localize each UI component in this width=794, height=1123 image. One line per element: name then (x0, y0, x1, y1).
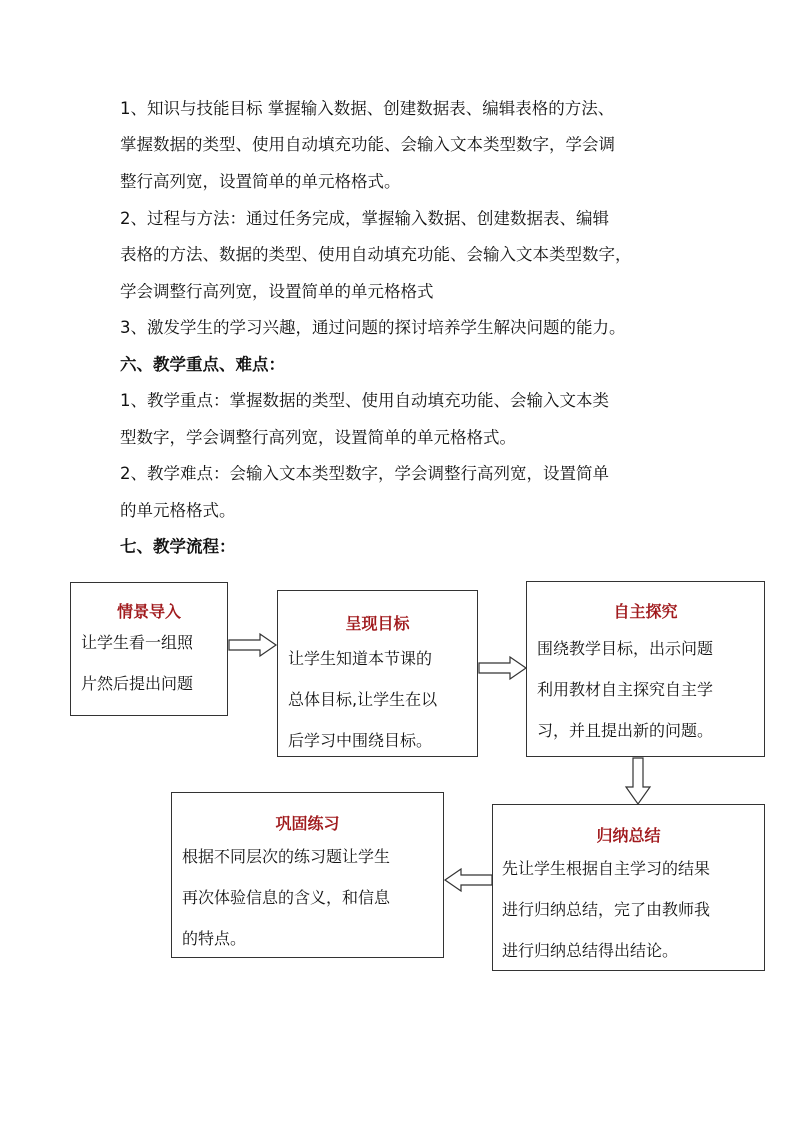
objective-line-5: 表格的方法、数据的类型、使用自动填充功能、会输入文本类型数字， (120, 245, 632, 264)
flow-box-goals-line: 总体目标,让学生在以 (288, 690, 438, 709)
section-heading-flow: 七、教学流程： (120, 537, 236, 556)
flow-box-intro-line: 片然后提出问题 (81, 674, 194, 693)
flow-box-explore-line: 习，并且提出新的问题。 (537, 721, 714, 740)
flow-box-summary-title: 归纳总结 (596, 826, 661, 845)
flow-box-goals-title: 呈现目标 (345, 614, 410, 633)
flow-box-summary-line: 进行归纳总结，完了由教师我 (502, 900, 711, 919)
flow-box-explore-title: 自主探究 (613, 602, 678, 621)
flow-box-practice-line: 的特点。 (182, 929, 247, 948)
flow-box-goals-line: 让学生知道本节课的 (288, 649, 433, 668)
objective-line-4: 2、过程与方法：通过任务完成，掌握输入数据、创建数据表、编辑 (120, 209, 609, 228)
flow-box-explore (526, 581, 765, 757)
flow-box-intro (70, 582, 228, 716)
flow-box-summary-line: 先让学生根据自主学习的结果 (502, 859, 711, 878)
difficulty-line-1: 2、教学难点：会输入文本类型数字，学会调整行高列宽，设置简单 (120, 464, 609, 483)
focus-line-1: 1、教学重点：掌握数据的类型、使用自动填充功能、会输入文本类 (120, 391, 609, 410)
flow-box-explore-line: 围绕教学目标，出示问题 (537, 639, 714, 658)
objective-line-6: 学会调整行高列宽，设置简单的单元格格式 (120, 282, 434, 301)
objective-line-3: 整行高列宽，设置简单的单元格格式。 (120, 172, 401, 191)
objective-line-7: 3、激发学生的学习兴趣，通过问题的探讨培养学生解决问题的能力。 (120, 318, 626, 337)
right-arrow-icon (228, 633, 278, 657)
section-heading-focus: 六、教学重点、难点： (120, 355, 285, 374)
flow-box-practice-line: 根据不同层次的练习题让学生 (182, 847, 391, 866)
focus-line-2: 型数字，学会调整行高列宽，设置简单的单元格格式。 (120, 428, 516, 447)
flow-box-goals-line: 后学习中围绕目标。 (288, 731, 433, 750)
flow-box-practice (171, 792, 444, 958)
objective-line-2: 掌握数据的类型、使用自动填充功能、会输入文本类型数字，学会调 (120, 135, 615, 154)
right-arrow-icon (478, 656, 528, 680)
down-arrow-icon (625, 757, 651, 805)
objective-line-1: 1、知识与技能目标 掌握输入数据、创建数据表、编辑表格的方法、 (120, 99, 615, 118)
flow-box-intro-title: 情景导入 (116, 602, 181, 621)
flow-box-intro-line: 让学生看一组照 (81, 633, 194, 652)
flow-box-practice-title: 巩固练习 (275, 814, 340, 833)
flow-box-goals (277, 590, 478, 757)
flow-box-summary-line: 进行归纳总结得出结论。 (502, 941, 679, 960)
difficulty-line-2: 的单元格格式。 (120, 501, 236, 520)
flow-box-summary (492, 804, 765, 971)
left-arrow-icon (443, 868, 493, 892)
flow-box-explore-line: 利用教材自主探究自主学 (537, 680, 714, 699)
flow-box-practice-line: 再次体验信息的含义，和信息 (182, 888, 391, 907)
